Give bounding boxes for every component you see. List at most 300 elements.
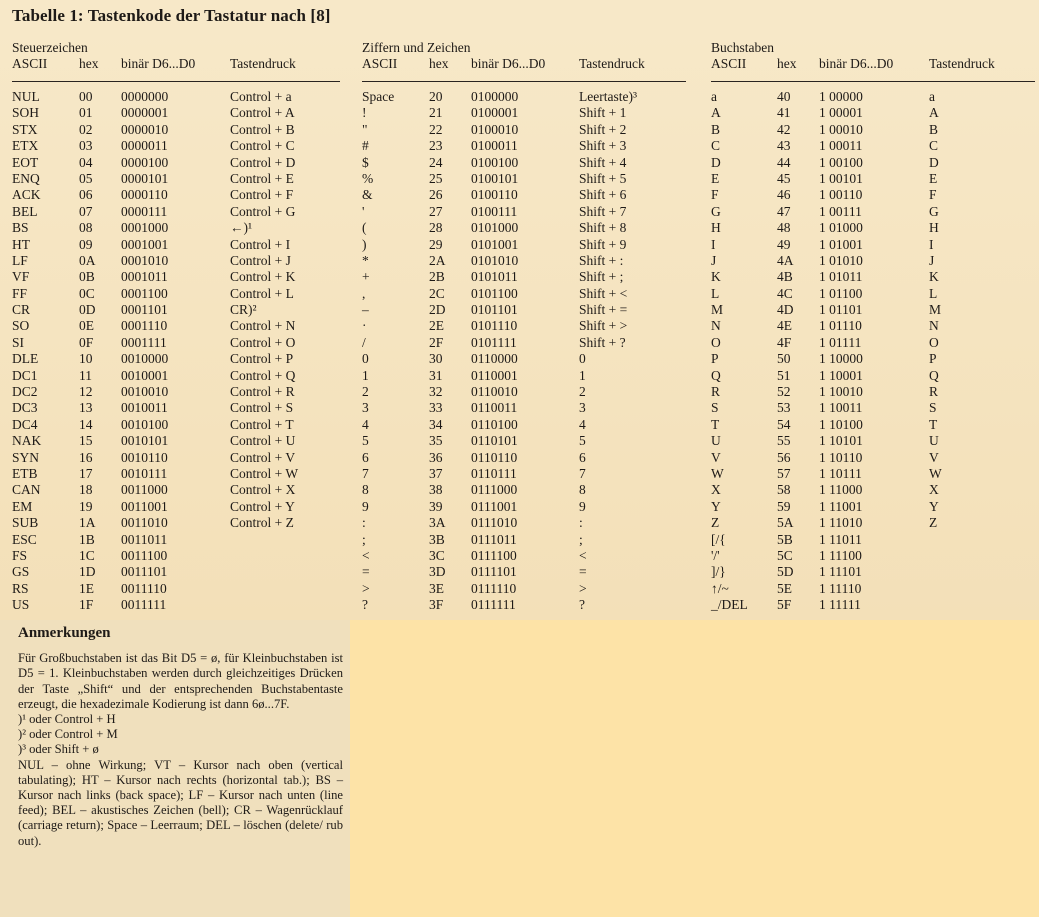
ascii-cell: E (711, 170, 720, 186)
keypress-cell: 7 (579, 465, 586, 481)
ascii-cell: BEL (12, 203, 38, 219)
hex-cell: 44 (777, 154, 791, 170)
ascii-cell: B (711, 121, 721, 137)
ascii-cell: ( (362, 220, 367, 236)
binary-cell: 1 11000 (819, 482, 863, 498)
binary-cell: 0010111 (121, 465, 168, 481)
ascii-cell: ' (362, 203, 365, 219)
hex-cell: 0A (79, 252, 96, 268)
ascii-cell: EOT (12, 154, 39, 170)
keypress-cell: Control + a (230, 89, 292, 104)
binary-cell: 0101000 (471, 220, 519, 236)
binary-cell: 0100010 (471, 121, 519, 137)
keypress-cell: Control + D (230, 154, 296, 170)
keypress-cell: Control + T (230, 416, 294, 432)
ascii-cell: RS (12, 580, 29, 596)
keypress-cell: Control + J (230, 252, 291, 268)
ascii-cell: DC2 (12, 384, 38, 400)
binary-cell: 0111010 (471, 515, 518, 531)
binary-cell: 1 10101 (819, 433, 863, 449)
keypress-cell: Shift + > (579, 318, 628, 334)
hex-cell: 4E (777, 318, 792, 334)
keypress-cell: ? (579, 597, 585, 613)
binary-cell: 0110100 (471, 416, 518, 432)
ascii-cell: Y (711, 498, 721, 514)
binary-cell: 1 00000 (819, 89, 863, 104)
ascii-cell: > (362, 580, 370, 596)
ascii-cell: DC1 (12, 367, 38, 383)
hex-cell: 04 (79, 154, 93, 170)
ascii-cell: BS (12, 220, 29, 236)
keypress-cell: Control + C (230, 138, 295, 154)
hex-cell: 23 (429, 138, 443, 154)
binary-cell: 0111110 (471, 580, 517, 596)
keypress-cell: W (929, 465, 942, 481)
ascii-cell: X (711, 482, 721, 498)
ascii-cell: US (12, 597, 30, 613)
keypress-cell: R (929, 384, 939, 400)
hex-cell: 5C (777, 547, 793, 563)
ascii-cell: U (711, 433, 721, 449)
binary-cell: 1 10001 (819, 367, 863, 383)
header-binary: binär D6...D0 (819, 56, 894, 71)
binary-cell: 0000100 (121, 154, 169, 170)
binary-cell: 0100011 (471, 138, 518, 154)
keypress-cell: F (929, 187, 937, 203)
hex-cell: 26 (429, 187, 443, 203)
hex-cell: 47 (777, 203, 791, 219)
keypress-cell: Shift + 5 (579, 170, 627, 186)
hex-cell: 48 (777, 220, 791, 236)
keypress-cell: Control + V (230, 449, 296, 465)
binary-cell: 0000001 (121, 105, 169, 121)
keypress-cell: Control + E (230, 170, 294, 186)
ascii-cell: ENQ (12, 170, 40, 186)
ascii-cell: 2 (362, 384, 369, 400)
header-hex: hex (79, 56, 99, 71)
ascii-cell: 7 (362, 465, 369, 481)
ascii-cell: HT (12, 236, 30, 252)
ascii-cell: Space (362, 89, 395, 104)
hex-cell: 13 (79, 400, 93, 416)
ascii-cell: CR (12, 302, 31, 318)
hex-cell: 14 (79, 416, 93, 432)
keypress-cell: Control + R (230, 384, 295, 400)
hex-cell: 10 (79, 351, 93, 367)
keypress-cell: Control + Q (230, 367, 296, 383)
hex-cell: 52 (777, 384, 791, 400)
keypress-cell: V (929, 449, 939, 465)
binary-cell: 1 01100 (819, 285, 863, 301)
binary-cell: 0000000 (121, 89, 169, 104)
binary-cell: 1 10000 (819, 351, 863, 367)
keypress-cell: Control + B (230, 121, 295, 137)
hex-cell: 11 (79, 367, 92, 383)
keypress-cell: = (579, 564, 587, 580)
hex-cell: 25 (429, 170, 443, 186)
ascii-cell: NAK (12, 433, 42, 449)
hex-cell: 20 (429, 89, 443, 104)
ascii-cell: P (711, 351, 719, 367)
footnote-1: )¹ oder Control + H (18, 712, 116, 727)
hex-cell: 4D (777, 302, 794, 318)
keypress-cell: > (579, 580, 587, 596)
binary-cell: 0000101 (121, 170, 169, 186)
keypress-cell: Control + O (230, 334, 296, 350)
hex-cell: 16 (79, 449, 93, 465)
binary-cell: 0110101 (471, 433, 518, 449)
binary-cell: 1 00010 (819, 121, 863, 137)
binary-cell: 1 01011 (819, 269, 863, 285)
ascii-cell: SO (12, 318, 30, 334)
hex-cell: 58 (777, 482, 791, 498)
table-title: Tabelle 1: Tastenkode der Tastatur nach [8] (12, 6, 331, 25)
ascii-cell: '/' (711, 547, 720, 563)
keypress-cell: ; (579, 531, 583, 547)
binary-cell: 0111101 (471, 564, 517, 580)
hex-cell: 15 (79, 433, 93, 449)
binary-cell: 1 00110 (819, 187, 863, 203)
hex-cell: 41 (777, 105, 791, 121)
keypress-cell: D (929, 154, 939, 170)
header-ascii: ASCII (12, 56, 48, 71)
binary-cell: 0001000 (121, 220, 169, 236)
keypress-cell: Shift + 2 (579, 121, 627, 137)
binary-cell: 0001101 (121, 302, 168, 318)
ascii-cell: LF (12, 252, 28, 268)
hex-cell: 39 (429, 498, 443, 514)
ascii-cell: CAN (12, 482, 41, 498)
binary-cell: 0110001 (471, 367, 518, 383)
binary-cell: 0101011 (471, 269, 518, 285)
hex-cell: 31 (429, 367, 443, 383)
keypress-cell: Control + Z (230, 515, 294, 531)
hex-cell: 21 (429, 105, 443, 121)
hex-cell: 42 (777, 121, 791, 137)
ascii-cell: R (711, 384, 721, 400)
hex-cell: 34 (429, 416, 443, 432)
hex-cell: 1C (79, 547, 95, 563)
hex-cell: 38 (429, 482, 443, 498)
keypress-cell: N (929, 318, 939, 334)
ascii-cell: / (362, 334, 366, 350)
binary-cell: 0100111 (471, 203, 518, 219)
header-binary: binär D6...D0 (121, 56, 196, 71)
binary-cell: 0110011 (471, 400, 518, 416)
binary-cell: 0100110 (471, 187, 518, 203)
hex-cell: 59 (777, 498, 791, 514)
hex-cell: 5E (777, 580, 792, 596)
hex-cell: 3C (429, 547, 445, 563)
header-ascii: ASCII (362, 56, 398, 71)
ascii-cell: $ (362, 154, 369, 170)
keypress-cell: Control + U (230, 433, 296, 449)
keypress-cell: 3 (579, 400, 586, 416)
binary-cell: 0010011 (121, 400, 168, 416)
ascii-cell: 8 (362, 482, 369, 498)
keypress-cell: I (929, 236, 934, 252)
header-ascii: ASCII (711, 56, 747, 71)
header-hex: hex (777, 56, 797, 71)
binary-cell: 0110111 (471, 465, 517, 481)
binary-cell: 1 00111 (819, 203, 862, 219)
binary-cell: 0000010 (121, 121, 169, 137)
blank-area (350, 620, 1039, 917)
keypress-cell: M (929, 302, 942, 318)
ascii-cell: ) (362, 236, 367, 252)
binary-cell: 1 01101 (819, 302, 863, 318)
keypress-cell: Z (929, 515, 938, 531)
keypress-cell: L (929, 285, 938, 301)
keypress-cell: X (929, 482, 939, 498)
binary-cell: 0001001 (121, 236, 169, 252)
binary-cell: 0111011 (471, 531, 517, 547)
binary-cell: 0101110 (471, 318, 518, 334)
hex-cell: 36 (429, 449, 443, 465)
hex-cell: 56 (777, 449, 791, 465)
keypress-cell: ←)¹ (230, 220, 253, 236)
ascii-cell: T (711, 416, 720, 432)
header-keypress: Tastendruck (579, 56, 645, 71)
section-title: Buchstaben (711, 40, 774, 55)
binary-cell: 1 10110 (819, 449, 863, 465)
hex-cell: 1A (79, 515, 96, 531)
hex-cell: 45 (777, 170, 791, 186)
hex-cell: 55 (777, 433, 791, 449)
keypress-cell: 9 (579, 498, 586, 514)
header-keypress: Tastendruck (929, 56, 995, 71)
hex-cell: 35 (429, 433, 443, 449)
binary-cell: 0010000 (121, 351, 169, 367)
hex-cell: 43 (777, 138, 791, 154)
binary-cell: 0100000 (471, 89, 519, 104)
ascii-cell: SOH (12, 105, 40, 121)
binary-cell: 0000111 (121, 203, 168, 219)
keypress-cell: A (929, 105, 939, 121)
binary-cell: 0011000 (121, 482, 168, 498)
ascii-cell: FF (12, 285, 28, 301)
keypress-cell: Shift + = (579, 302, 628, 318)
ascii-cell: L (711, 285, 720, 301)
ascii-cell: % (362, 170, 374, 186)
hex-cell: 4A (777, 252, 794, 268)
binary-cell: 0111000 (471, 482, 518, 498)
ascii-cell: · (362, 318, 367, 334)
hex-cell: 1E (79, 580, 94, 596)
hex-cell: 2C (429, 285, 445, 301)
binary-cell: 0000110 (121, 187, 168, 203)
hex-cell: 17 (79, 465, 93, 481)
ascii-cell: ETX (12, 138, 39, 154)
hex-cell: 33 (429, 400, 443, 416)
header-rule (12, 81, 340, 82)
hex-cell: 54 (777, 416, 791, 432)
hex-cell: 57 (777, 465, 791, 481)
ascii-cell: D (711, 154, 721, 170)
ascii-cell: ETB (12, 465, 38, 481)
hex-cell: 5D (777, 564, 794, 580)
ascii-cell: Z (711, 515, 720, 531)
ascii-cell: < (362, 547, 370, 563)
keypress-cell: Control + S (230, 400, 294, 416)
hex-cell: 18 (79, 482, 93, 498)
keypress-cell: C (929, 138, 939, 154)
keypress-cell: P (929, 351, 937, 367)
ascii-cell: A (711, 105, 721, 121)
footnote-2: )² oder Control + M (18, 727, 118, 742)
keypress-cell: J (929, 252, 935, 268)
hex-cell: 0E (79, 318, 94, 334)
binary-cell: 1 01111 (819, 334, 862, 350)
hex-cell: 5A (777, 515, 794, 531)
ascii-cell: 1 (362, 367, 369, 383)
binary-cell: 0001010 (121, 252, 169, 268)
binary-cell: 1 01001 (819, 236, 863, 252)
binary-cell: 1 10011 (819, 400, 863, 416)
ascii-cell: DLE (12, 351, 39, 367)
keypress-cell: Control + F (230, 187, 294, 203)
keypress-cell: Control + N (230, 318, 296, 334)
binary-cell: 0100001 (471, 105, 519, 121)
ascii-cell: = (362, 564, 370, 580)
hex-cell: 05 (79, 170, 93, 186)
hex-cell: 4B (777, 269, 793, 285)
keypress-cell: 8 (579, 482, 586, 498)
keypress-cell: 4 (579, 416, 586, 432)
hex-cell: 2A (429, 252, 446, 268)
ascii-cell: J (711, 252, 717, 268)
header-rule (711, 81, 1035, 82)
hex-cell: 4F (777, 334, 792, 350)
keypress-cell: Shift + 9 (579, 236, 627, 252)
binary-cell: 0011011 (121, 531, 168, 547)
ascii-cell: ! (362, 105, 367, 121)
binary-cell: 0101001 (471, 236, 519, 252)
hex-cell: 01 (79, 105, 93, 121)
binary-cell: 0101010 (471, 252, 519, 268)
keypress-cell: G (929, 203, 939, 219)
binary-cell: 0010010 (121, 384, 169, 400)
ascii-cell: C (711, 138, 721, 154)
binary-cell: 1 11011 (819, 531, 862, 547)
hex-cell: 2E (429, 318, 444, 334)
keypress-cell: 1 (579, 367, 586, 383)
ascii-cell: a (711, 89, 717, 104)
keypress-cell: Shift + : (579, 252, 624, 268)
hex-cell: 2F (429, 334, 444, 350)
ascii-cell: K (711, 269, 721, 285)
ascii-cell: ]/} (711, 564, 726, 580)
hex-cell: 0C (79, 285, 95, 301)
hex-cell: 29 (429, 236, 443, 252)
keypress-cell: Leertaste)³ (579, 89, 638, 104)
ascii-cell: 6 (362, 449, 369, 465)
hex-cell: 0B (79, 269, 95, 285)
keypress-cell: 6 (579, 449, 586, 465)
binary-cell: 1 11110 (819, 580, 862, 596)
binary-cell: 0111100 (471, 547, 517, 563)
keypress-cell: Control + K (230, 269, 296, 285)
ascii-cell: STX (12, 121, 38, 137)
binary-cell: 0010001 (121, 367, 169, 383)
ascii-cell: F (711, 187, 719, 203)
keypress-cell: Control + I (230, 236, 291, 252)
hex-cell: 5B (777, 531, 793, 547)
ascii-cell: VF (12, 269, 30, 285)
keypress-cell: Y (929, 498, 939, 514)
ascii-cell: 9 (362, 498, 369, 514)
hex-cell: 3A (429, 515, 446, 531)
keypress-cell: Shift + ? (579, 334, 626, 350)
hex-cell: 0D (79, 302, 96, 318)
ascii-cell: ESC (12, 531, 37, 547)
hex-cell: 02 (79, 121, 93, 137)
hex-cell: 0F (79, 334, 94, 350)
binary-cell: 0110010 (471, 384, 518, 400)
hex-cell: 51 (777, 367, 791, 383)
binary-cell: 0101101 (471, 302, 518, 318)
binary-cell: 1 10010 (819, 384, 863, 400)
hex-cell: 3E (429, 580, 444, 596)
hex-cell: 1F (79, 597, 94, 613)
binary-cell: 0011010 (121, 515, 168, 531)
ascii-cell: # (362, 138, 369, 154)
binary-cell: 0001110 (121, 318, 168, 334)
footnote-3: )³ oder Shift + ø (18, 742, 99, 757)
ascii-cell: N (711, 318, 721, 334)
binary-cell: 0011101 (121, 564, 168, 580)
keypress-cell: Shift + 8 (579, 220, 627, 236)
ascii-cell: SUB (12, 515, 39, 531)
hex-cell: 40 (777, 89, 791, 104)
header-keypress: Tastendruck (230, 56, 296, 71)
ascii-cell: 4 (362, 416, 369, 432)
keypress-cell: Control + Y (230, 498, 295, 514)
binary-cell: 1 01000 (819, 220, 863, 236)
hex-cell: 22 (429, 121, 443, 137)
hex-cell: 30 (429, 351, 443, 367)
hex-cell: 1D (79, 564, 96, 580)
keypress-cell: Q (929, 367, 939, 383)
hex-cell: 2D (429, 302, 446, 318)
binary-cell: 0100101 (471, 170, 519, 186)
keypress-cell: < (579, 547, 587, 563)
keypress-cell: 2 (579, 384, 586, 400)
notes (18, 626, 343, 849)
hex-cell: 32 (429, 384, 443, 400)
ascii-cell: EM (12, 498, 33, 514)
hex-cell: 03 (79, 138, 93, 154)
hex-cell: 24 (429, 154, 443, 170)
keypress-cell: Control + W (230, 465, 299, 481)
hex-cell: 06 (79, 187, 93, 203)
keypress-cell: 0 (579, 351, 586, 367)
header-binary: binär D6...D0 (471, 56, 546, 71)
hex-cell: 46 (777, 187, 791, 203)
ascii-cell: W (711, 465, 724, 481)
ascii-cell: _/DEL (711, 597, 748, 613)
binary-cell: 0010100 (121, 416, 169, 432)
ascii-cell: DC4 (12, 416, 38, 432)
keypress-cell: : (579, 515, 583, 531)
ascii-cell: H (711, 220, 721, 236)
hex-cell: 3F (429, 597, 444, 613)
binary-cell: 0010110 (121, 449, 168, 465)
hex-cell: 09 (79, 236, 93, 252)
ascii-cell: 5 (362, 433, 369, 449)
keypress-cell: a (929, 89, 935, 104)
binary-cell: 0111001 (471, 498, 518, 514)
